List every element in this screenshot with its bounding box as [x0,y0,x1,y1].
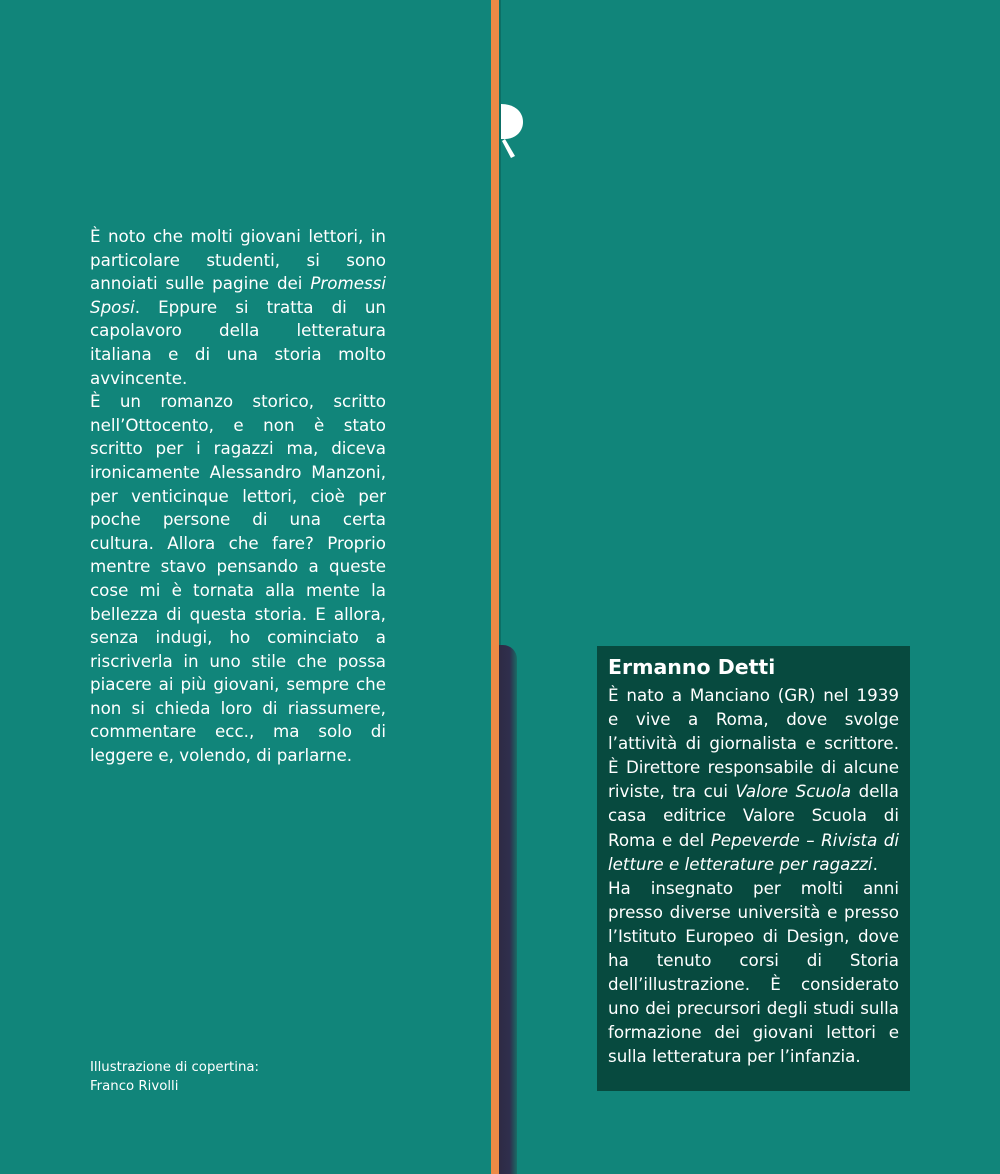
blurb-text: È noto che molti giovani lettori, in particolare studenti, si sono annoiati sulle pagine dei [90,226,386,294]
blurb-text: . Eppure si tratta di un capolavoro della letteratura italiana e di una storia molto avvincente. [90,296,386,388]
author-bio-box [597,646,910,1091]
book-spine [491,0,499,1174]
book-title-reference: Promessi Sposi [90,273,386,317]
author-bio-paragraph-1 [608,683,899,876]
magazine-title: Valore Scuola [735,781,852,802]
bio-text: È nato a Manciano (GR) nel 1939 e vive a Roma, dove svolge l’attività di giornalista e scrittore. È Direttore responsabile di alcune riviste, tra cui [608,685,899,802]
credits-label: Illustrazione di copertina: [90,1060,259,1075]
publisher-logo-fragment-icon [501,98,527,158]
illustration-credits [90,1058,350,1096]
bio-text: . [872,853,878,874]
author-bio [608,683,899,1069]
blurb-paragraph-2: È un romanzo storico, scritto nell’Ottocento, e non è stato scritto per i ragazzi ma, diceva ironicamente Alessandro Manzoni, per venticinque lettori, cioè per poche persone di una certa cultura. Allora che fare? Proprio mentre stavo pensando a queste cose mi è tornata alla mente la bellezza di questa storia. E allora, senza indugi, ho cominciato a riscriverla in uno stile che possa piacere ai più giovani, sempre che non si chieda loro di riassumere, commentare ecc., ma solo di leggere e, volendo, di parlarne. [90,391,386,766]
illustrator-name: Franco Rivolli [90,1079,179,1094]
author-bio-paragraph-2: Ha insegnato per molti anni presso diverse università e presso l’Istituto Europeo di Design, dove ha tenuto corsi di Storia dell’illustrazione. È considerato uno dei precursori degli studi sulla formazione dei giovani lettori e sulla letteratura per l’infanzia. [608,877,899,1067]
blurb-paragraph-1 [90,225,386,390]
back-cover-blurb [90,225,386,768]
author-name: Ermanno Detti [608,655,776,679]
magazine-title: Pepeverde – Rivista di letture e letterature per ragazzi [608,829,899,874]
front-cover-illustration-edge [499,645,517,1174]
bio-text: della casa editrice Valore Scuola di Roma e del [608,781,899,850]
